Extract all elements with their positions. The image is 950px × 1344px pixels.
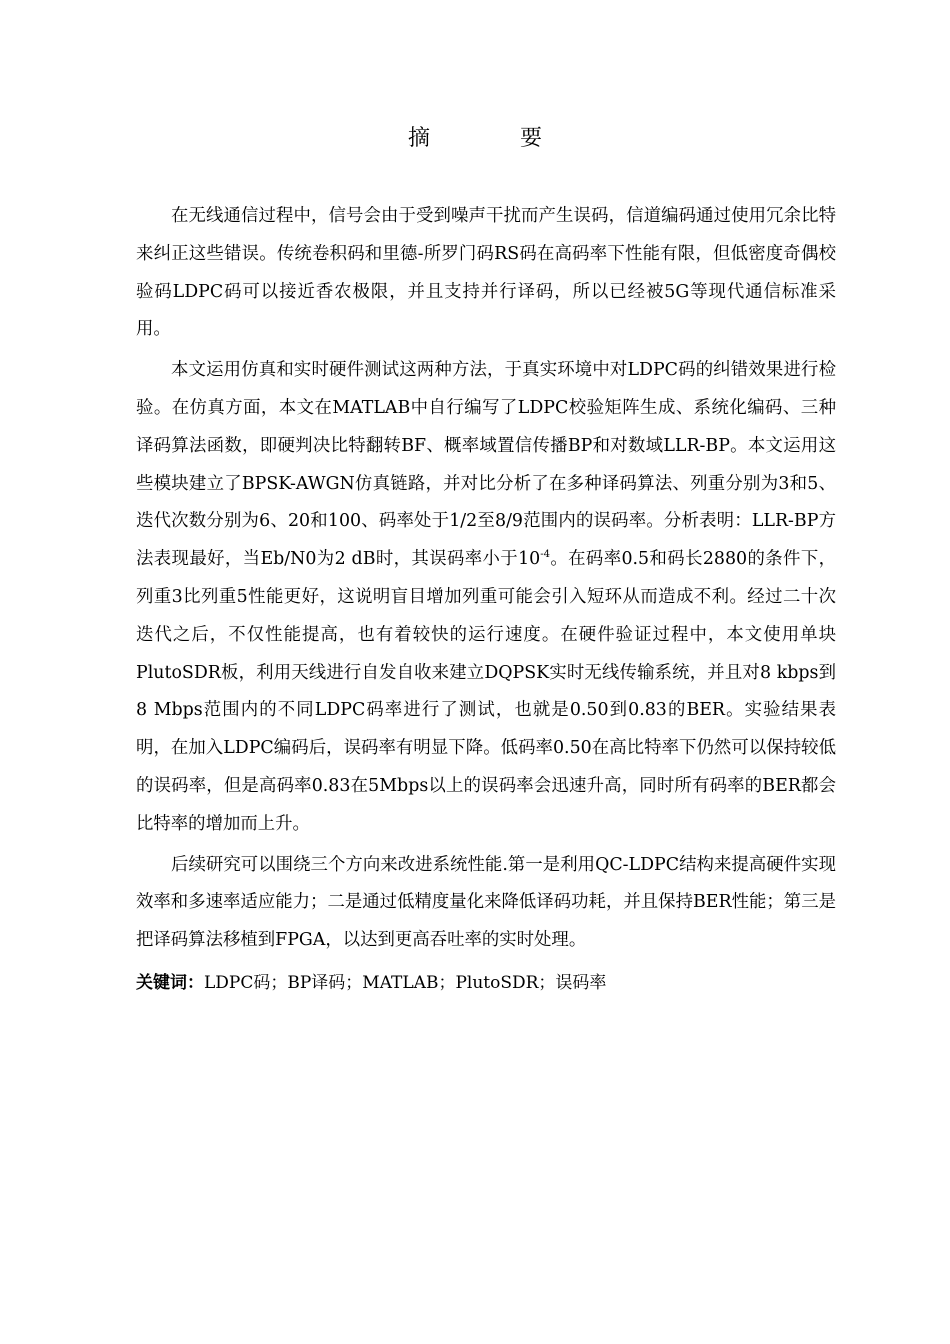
paragraph-2-continued: 。在码率0.5和码长2880的条件下，列重3比列重5性能更好，这说明盲目增加列重可能会引入短环从而造成不利。经过二十次迭代之后，不仅性能提高，也有着较快的运行速度。在硬件验证过程中，本文使用单块PlutoSDR板，利用天线进行自发自收来建立DQPSK实时无线传输系统，并且对8 kbps到8 Mbps范围内的不同LDPC码率进行了测试，也就是0.50到0.83的BER。实验结果表明，在加入LDPC编码后，误码率有明显下降。低码率0.50在高比特率下仍然可以保持较低的误码率，但是高码率0.83在5Mbps以上的误码率会迅速升高，同时所有码率的BER都会比特率的增加而上升。 — [136, 549, 836, 834]
keywords-line — [136, 968, 836, 998]
paragraph-2-text: 本文运用仿真和实时硬件测试这两种方法，于真实环境中对LDPC码的纠错效果进行检验。在仿真方面，本文在MATLAB中自行编写了LDPC校验矩阵生成、系统化编码、三种译码算法函数，即硬判决比特翻转BF、概率域置信传播BP和对数域LLR-BP。本文运用这些模块建立了BPSK-AWGN仿真链路，并对比分析了在多种译码算法、列重分别为3和5、迭代次数分别为6、20和100、码率处于1/2至8/9范围内的误码率。分析表明：LLR-BP方法表现最好，当Eb/N0为2 dB时，其误码率小于10 — [136, 360, 836, 570]
ber-exponent: -4 — [540, 549, 550, 561]
keywords-label: 关键词： — [136, 972, 204, 993]
abstract-paragraph-1: 在无线通信过程中，信号会由于受到噪声干扰而产生误码，信道编码通过使用冗余比特来纠正这些错误。传统卷积码和里德-所罗门码RS码在高码率下性能有限，但低密度奇偶校验码LDPC码可以接近香农极限，并且支持并行译码，所以已经被5G等现代通信标准采用。 — [136, 206, 836, 340]
abstract-paragraph-3: 后续研究可以围绕三个方向来改进系统性能.第一是利用QC-LDPC结构来提高硬件实现效率和多速率适应能力；二是通过低精度量化来降低译码功耗，并且保持BER性能；第三是把译码算法移植到FPGA，以达到更高吞吐率的实时处理。 — [136, 854, 836, 951]
abstract-body — [136, 198, 836, 998]
abstract-title: 摘 要 — [407, 126, 576, 151]
abstract-paragraph-2 — [136, 352, 836, 843]
keywords-value: LDPC码；BP译码；MATLAB；PlutoSDR；误码率 — [204, 972, 607, 993]
